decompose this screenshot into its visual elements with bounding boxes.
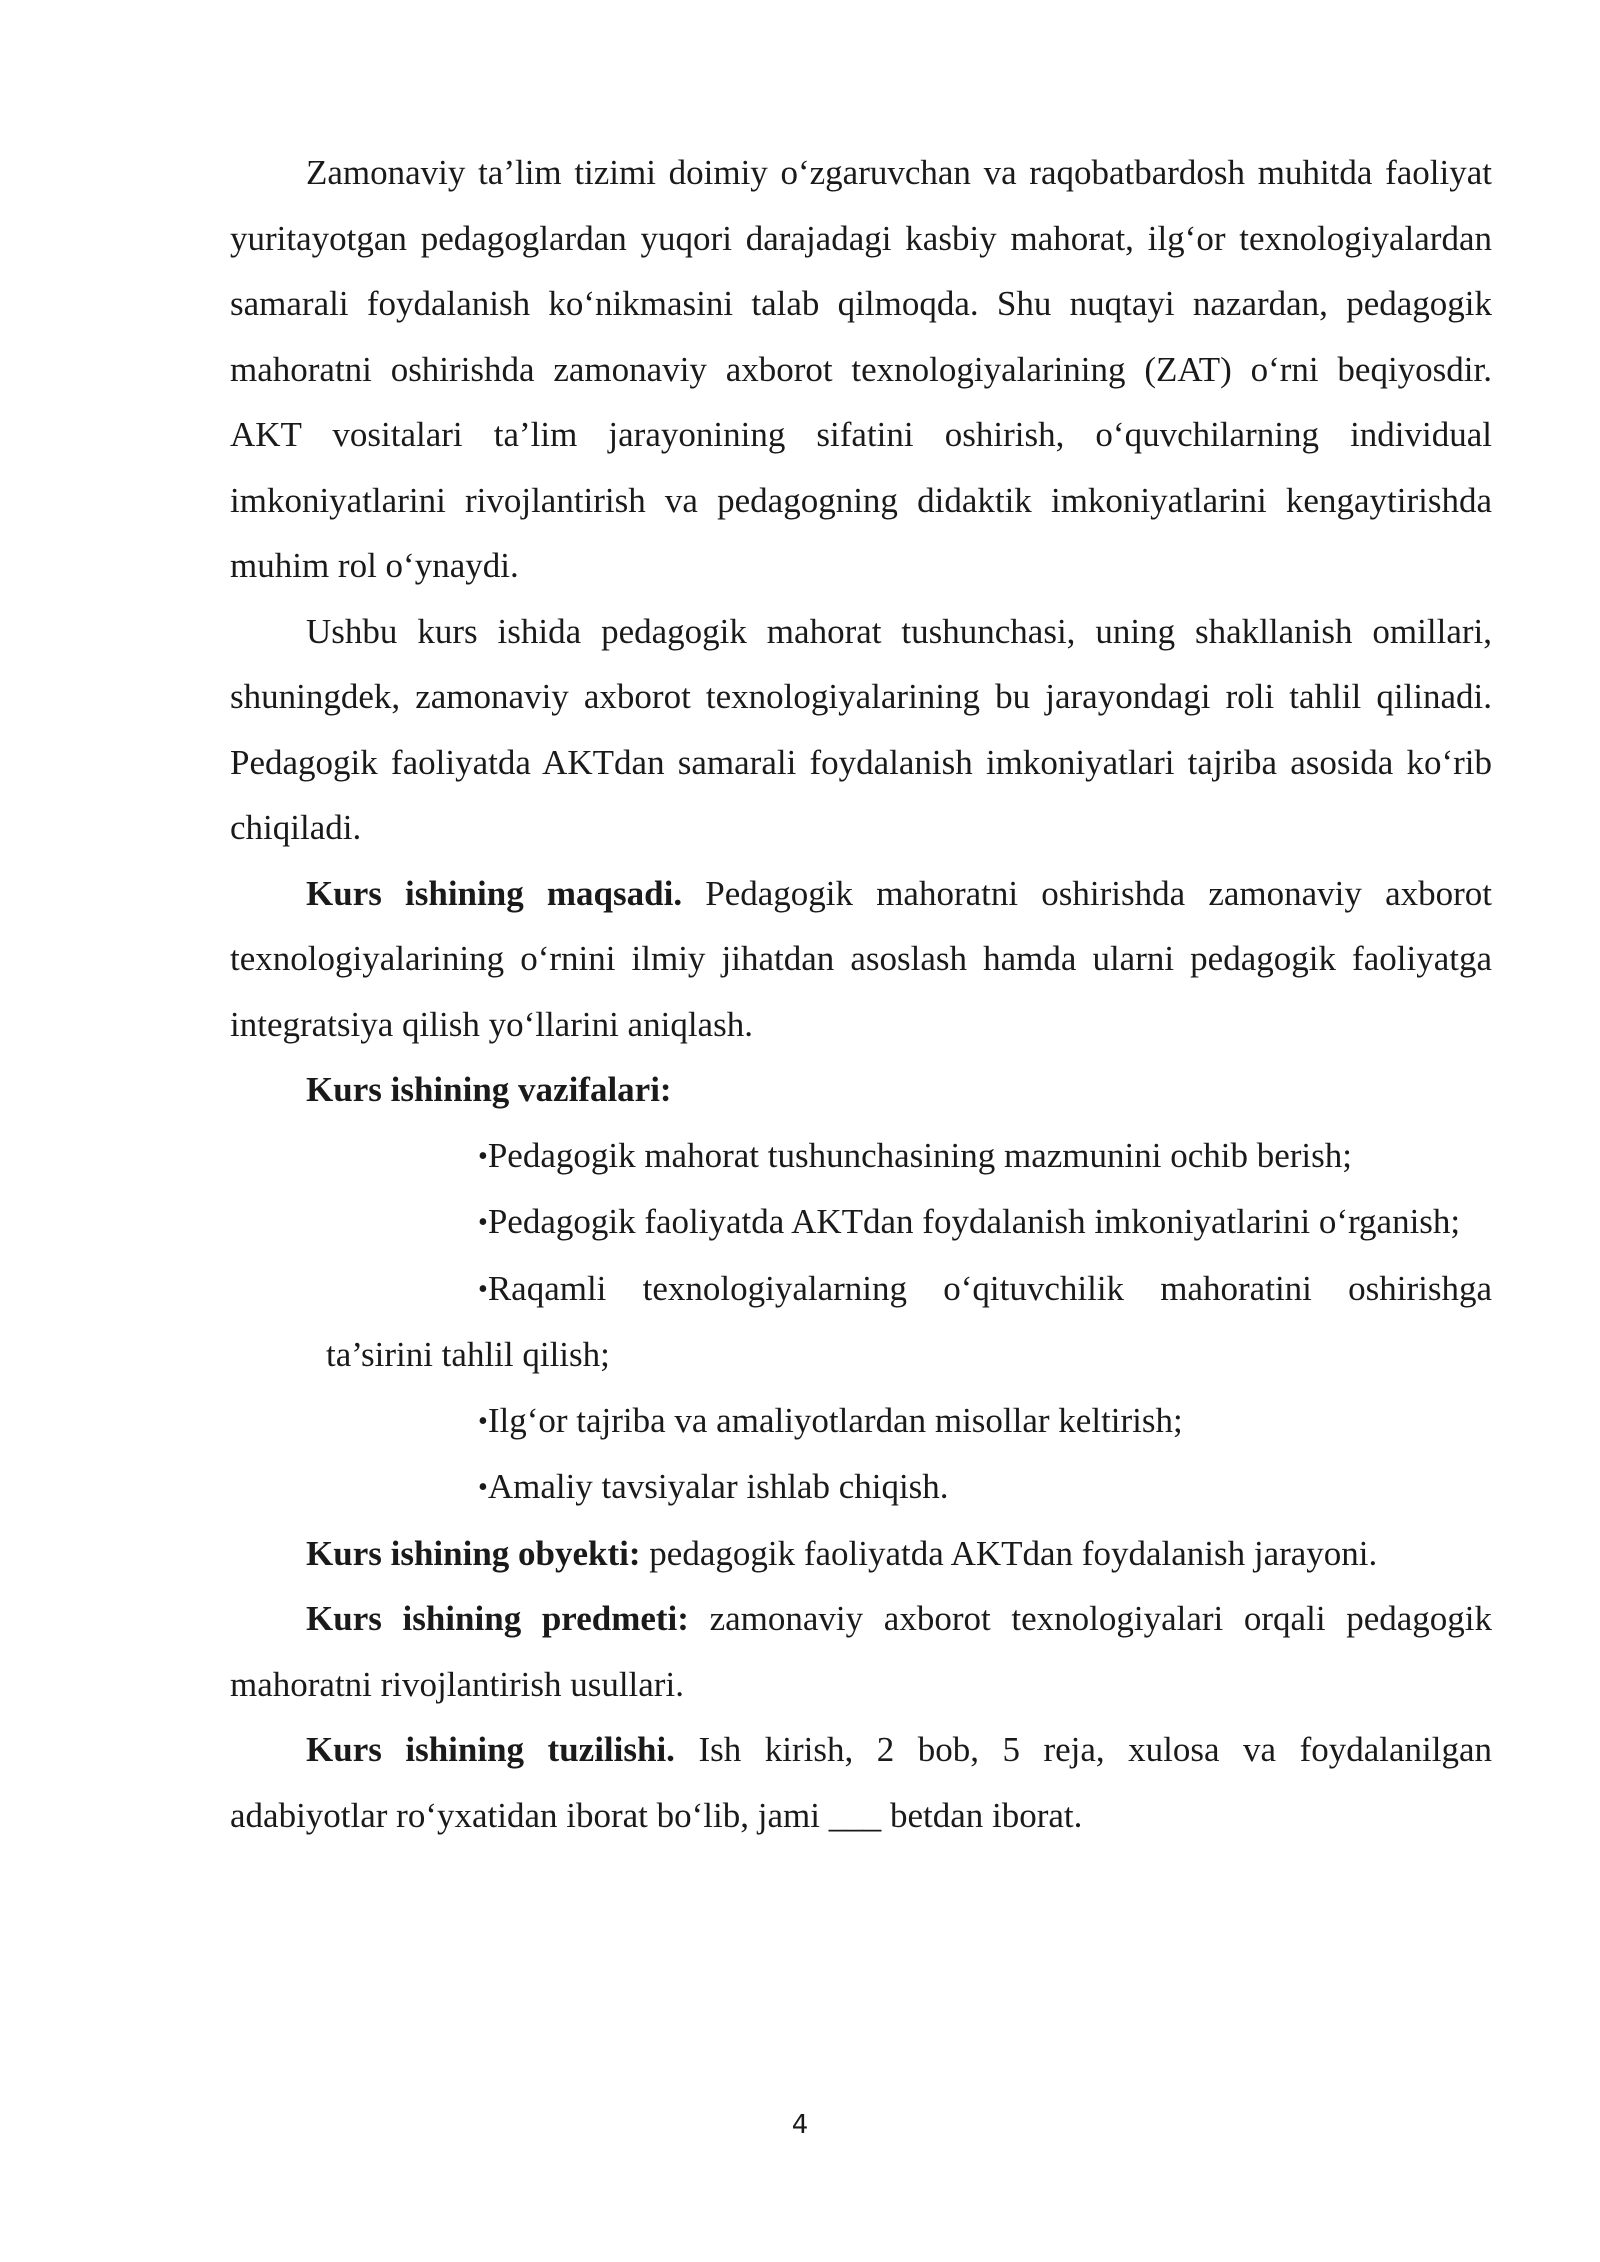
list-item xyxy=(230,1189,1492,1256)
tasks-list xyxy=(230,1123,1492,1521)
structure-label: Kurs ishining tuzilishi. xyxy=(306,1730,675,1769)
page-content xyxy=(230,140,1492,1848)
object-text: pedagogik faoliyatda AKTdan foydalanish jarayoni. xyxy=(640,1533,1378,1573)
scope-paragraph-text: Ushbu kurs ishida pedagogik mahorat tushunchasi, uning shakllanish omillari, shuningdek, zamonaviy axborot texnologiyalarining bu jarayondagi roli tahlil qilinadi. Pedagogik faoliyatda AKTdan samarali foydalanish imkoniyatlari tajriba asosida ko‘rib chiqiladi. xyxy=(230,611,1492,847)
task-text: Pedagogik mahorat tushunchasining mazmunini ochib berish; xyxy=(487,1135,1352,1175)
goal-label: Kurs ishining maqsadi. xyxy=(306,873,683,913)
object-label: Kurs ishining obyekti: xyxy=(306,1533,641,1573)
structure-text: Ish kirish, 2 bob, 5 reja, xulosa va foydalanilgan adabiyotlar ro‘yxatidan iborat bo‘lib, jami ___ betdan iborat. xyxy=(230,1730,1493,1835)
goal-paragraph xyxy=(230,861,1492,1058)
subject-label: Kurs ishining predmeti: xyxy=(306,1599,689,1638)
task-text: Ilg‘or tajriba va amaliyotlardan misollar keltirish; xyxy=(487,1400,1183,1440)
intro-paragraph xyxy=(230,140,1492,599)
list-item xyxy=(230,1256,1492,1388)
tasks-heading xyxy=(230,1057,1492,1123)
object-paragraph xyxy=(230,1521,1492,1587)
page-number: 4 xyxy=(791,2110,809,2140)
bullet-icon: • xyxy=(478,1207,488,1238)
scope-paragraph xyxy=(230,599,1492,861)
list-item xyxy=(230,1123,1492,1190)
list-item xyxy=(230,1388,1492,1455)
task-text: Pedagogik faoliyatda AKTdan foydalanish imkoniyatlarini o‘rganish; xyxy=(487,1202,1461,1241)
subject-paragraph xyxy=(230,1586,1492,1717)
list-item xyxy=(230,1454,1492,1521)
task-text: Amaliy tavsiyalar ishlab chiqish. xyxy=(487,1467,949,1506)
bullet-icon: • xyxy=(478,1405,488,1437)
task-text: Raqamli texnologiyalarning o‘qituvchilik mahoratini oshirishga ta’sirini tahlil qilish; xyxy=(326,1268,1492,1374)
goal-text: Pedagogik mahoratni oshirishda zamonaviy axborot texnologiyalarining o‘rnini ilmiy jihatdan asoslash hamda ularni pedagogik faoliyatga integratsiya qilish yo‘llarini aniqlash. xyxy=(230,873,1492,1044)
subject-text: zamonaviy axborot texnologiyalari orqali pedagogik mahoratni rivojlantirish usullari. xyxy=(230,1599,1492,1704)
bullet-icon: • xyxy=(478,1273,488,1305)
intro-paragraph-text: Zamonaviy ta’lim tizimi doimiy o‘zgaruvchan va raqobatbardosh muhitda faoliyat yuritayotgan pedagoglardan yuqori darajadagi kasbiy mahorat, ilg‘or texnologiyalardan samarali foydalanish ko‘nikmasini talab qilmoqda. Shu nuqtayi nazardan, pedagogik mahoratni oshirishda zamonaviy axborot texnologiyalarining (ZAT) o‘rni beqiyosdir. AKT vositalari ta’lim jarayonining sifatini oshirish, o‘quvchilarning individual imkoniyatlarini rivojlantirish va pedagogning didaktik imkoniyatlarini kengaytirishda muhim rol o‘ynaydi. xyxy=(230,153,1492,585)
tasks-label: Kurs ishining vazifalari: xyxy=(306,1070,672,1109)
bullet-icon: • xyxy=(478,1472,488,1503)
structure-paragraph xyxy=(230,1717,1492,1848)
bullet-icon: • xyxy=(478,1140,488,1172)
